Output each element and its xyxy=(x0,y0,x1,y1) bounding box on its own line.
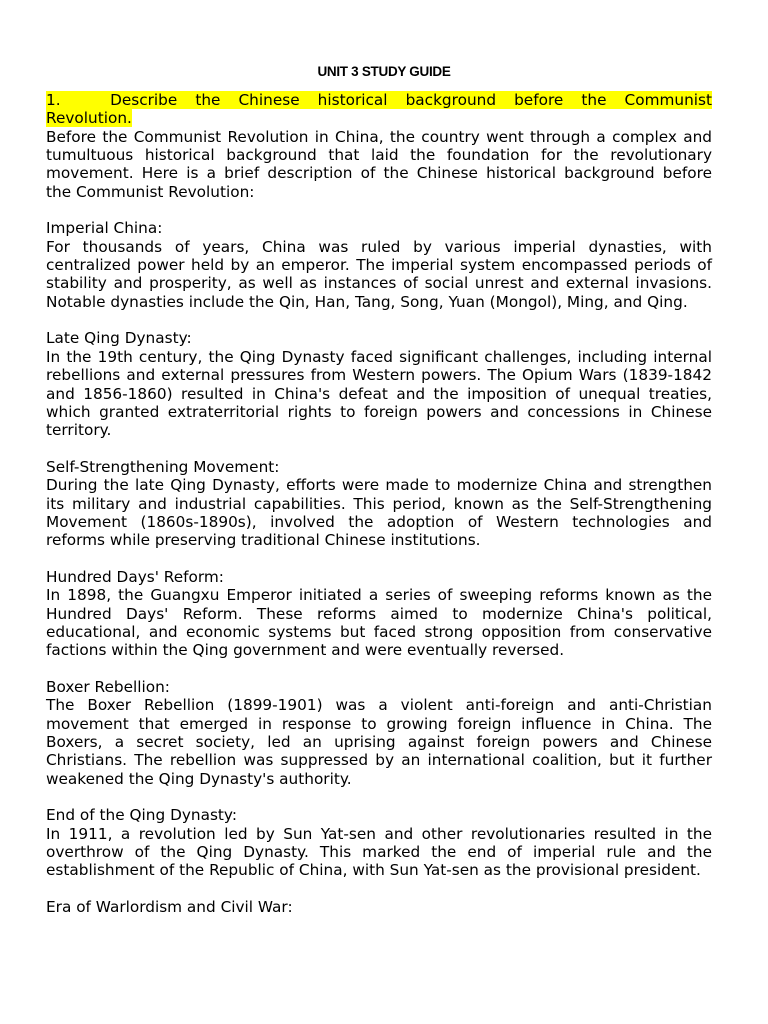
section-heading: Imperial China: xyxy=(46,219,163,238)
paragraph-line: and 1856-1860) resulted in China's defeat and the imposition of unequal treaties, xyxy=(46,384,712,403)
question-line-2 xyxy=(46,109,712,127)
section-heading: Hundred Days' Reform: xyxy=(46,567,224,586)
paragraph-line: weakened the Qing Dynasty's authority. xyxy=(46,769,352,788)
paragraph-line: Christians. The rebellion was suppressed by an international coalition, but it further xyxy=(46,751,712,770)
question-line-1 xyxy=(46,91,712,109)
question-text-line: Revolution. xyxy=(46,109,132,128)
paragraph-line: movement. Here is a brief description of the Chinese historical background before xyxy=(46,164,712,183)
section-heading: Self-Strengthening Movement: xyxy=(46,457,280,476)
paragraph-line: Boxers, a secret society, led an uprising against foreign powers and Chinese xyxy=(46,733,712,752)
paragraph-line: Notable dynasties include the Qin, Han, Tang, Song, Yuan (Mongol), Ming, and Qing. xyxy=(46,292,688,311)
section-late-qing-dynasty xyxy=(46,329,712,439)
paragraph-line: territory. xyxy=(46,421,112,440)
section-heading: End of the Qing Dynasty: xyxy=(46,806,238,825)
paragraph-line: establishment of the Republic of China, with Sun Yat-sen as the provisional president. xyxy=(46,861,701,880)
paragraph-line: factions within the Qing government and were eventually reversed. xyxy=(46,641,565,660)
section-self-strengthening-movement xyxy=(46,458,712,550)
paragraph-line: which granted extraterritorial rights to foreign powers and concessions in Chinese xyxy=(46,402,712,421)
question-block xyxy=(46,91,712,128)
section-heading: Era of Warlordism and Civil War: xyxy=(46,898,293,917)
paragraph-line: centralized power held by an emperor. The imperial system encompassed periods of xyxy=(46,256,712,275)
paragraph-line: movement that emerged in response to growing foreign influence in China. The xyxy=(46,714,712,733)
document-body xyxy=(46,91,712,916)
paragraph-line: educational, and economic systems but faced strong opposition from conservative xyxy=(46,622,712,641)
paragraph-line: Hundred Days' Reform. These reforms aimed to modernize China's political, xyxy=(46,604,712,623)
section-end-of-qing-dynasty xyxy=(46,806,712,879)
paragraph-line: In the 19th century, the Qing Dynasty faced significant challenges, including internal xyxy=(46,347,712,366)
paragraph-line: In 1898, the Guangxu Emperor initiated a series of sweeping reforms known as the xyxy=(46,586,712,605)
paragraph-line: During the late Qing Dynasty, efforts were made to modernize China and strengthen xyxy=(46,476,712,495)
paragraph-line: For thousands of years, China was ruled by various imperial dynasties, with xyxy=(46,237,712,256)
paragraph-line: its military and industrial capabilities. This period, known as the Self-Strengthening xyxy=(46,494,712,513)
intro-paragraph xyxy=(46,128,712,201)
question-highlight xyxy=(46,91,712,109)
section-boxer-rebellion xyxy=(46,678,712,788)
paragraph-line: stability and prosperity, as well as instances of social unrest and external invasions. xyxy=(46,274,712,293)
section-heading: Late Qing Dynasty: xyxy=(46,329,192,348)
paragraph-line: the Communist Revolution: xyxy=(46,182,255,201)
paragraph-line: In 1911, a revolution led by Sun Yat-sen and other revolutionaries resulted in the xyxy=(46,824,712,843)
question-text-line: Describe the Chinese historical background before the Communist xyxy=(110,91,712,109)
section-hundred-days-reform xyxy=(46,568,712,660)
paragraph-line: tumultuous historical background that laid the foundation for the revolutionary xyxy=(46,146,712,165)
paragraph-line: rebellions and external pressures from Western powers. The Opium Wars (1839-1842 xyxy=(46,366,712,385)
section-heading: Boxer Rebellion: xyxy=(46,678,170,696)
question-number: 1. xyxy=(46,91,61,109)
paragraph-line: Before the Communist Revolution in China, the country went through a complex and xyxy=(46,127,712,146)
paragraph-line: The Boxer Rebellion (1899-1901) was a violent anti-foreign and anti-Christian xyxy=(46,696,712,715)
section-era-of-warlordism xyxy=(46,898,712,916)
paragraph-line: reforms while preserving traditional Chinese institutions. xyxy=(46,531,481,550)
document-title: UNIT 3 STUDY GUIDE xyxy=(317,64,451,79)
paragraph-line: Movement (1860s-1890s), involved the adoption of Western technologies and xyxy=(46,512,712,531)
paragraph-line: overthrow of the Qing Dynasty. This marked the end of imperial rule and the xyxy=(46,843,712,862)
section-imperial-china xyxy=(46,219,712,311)
